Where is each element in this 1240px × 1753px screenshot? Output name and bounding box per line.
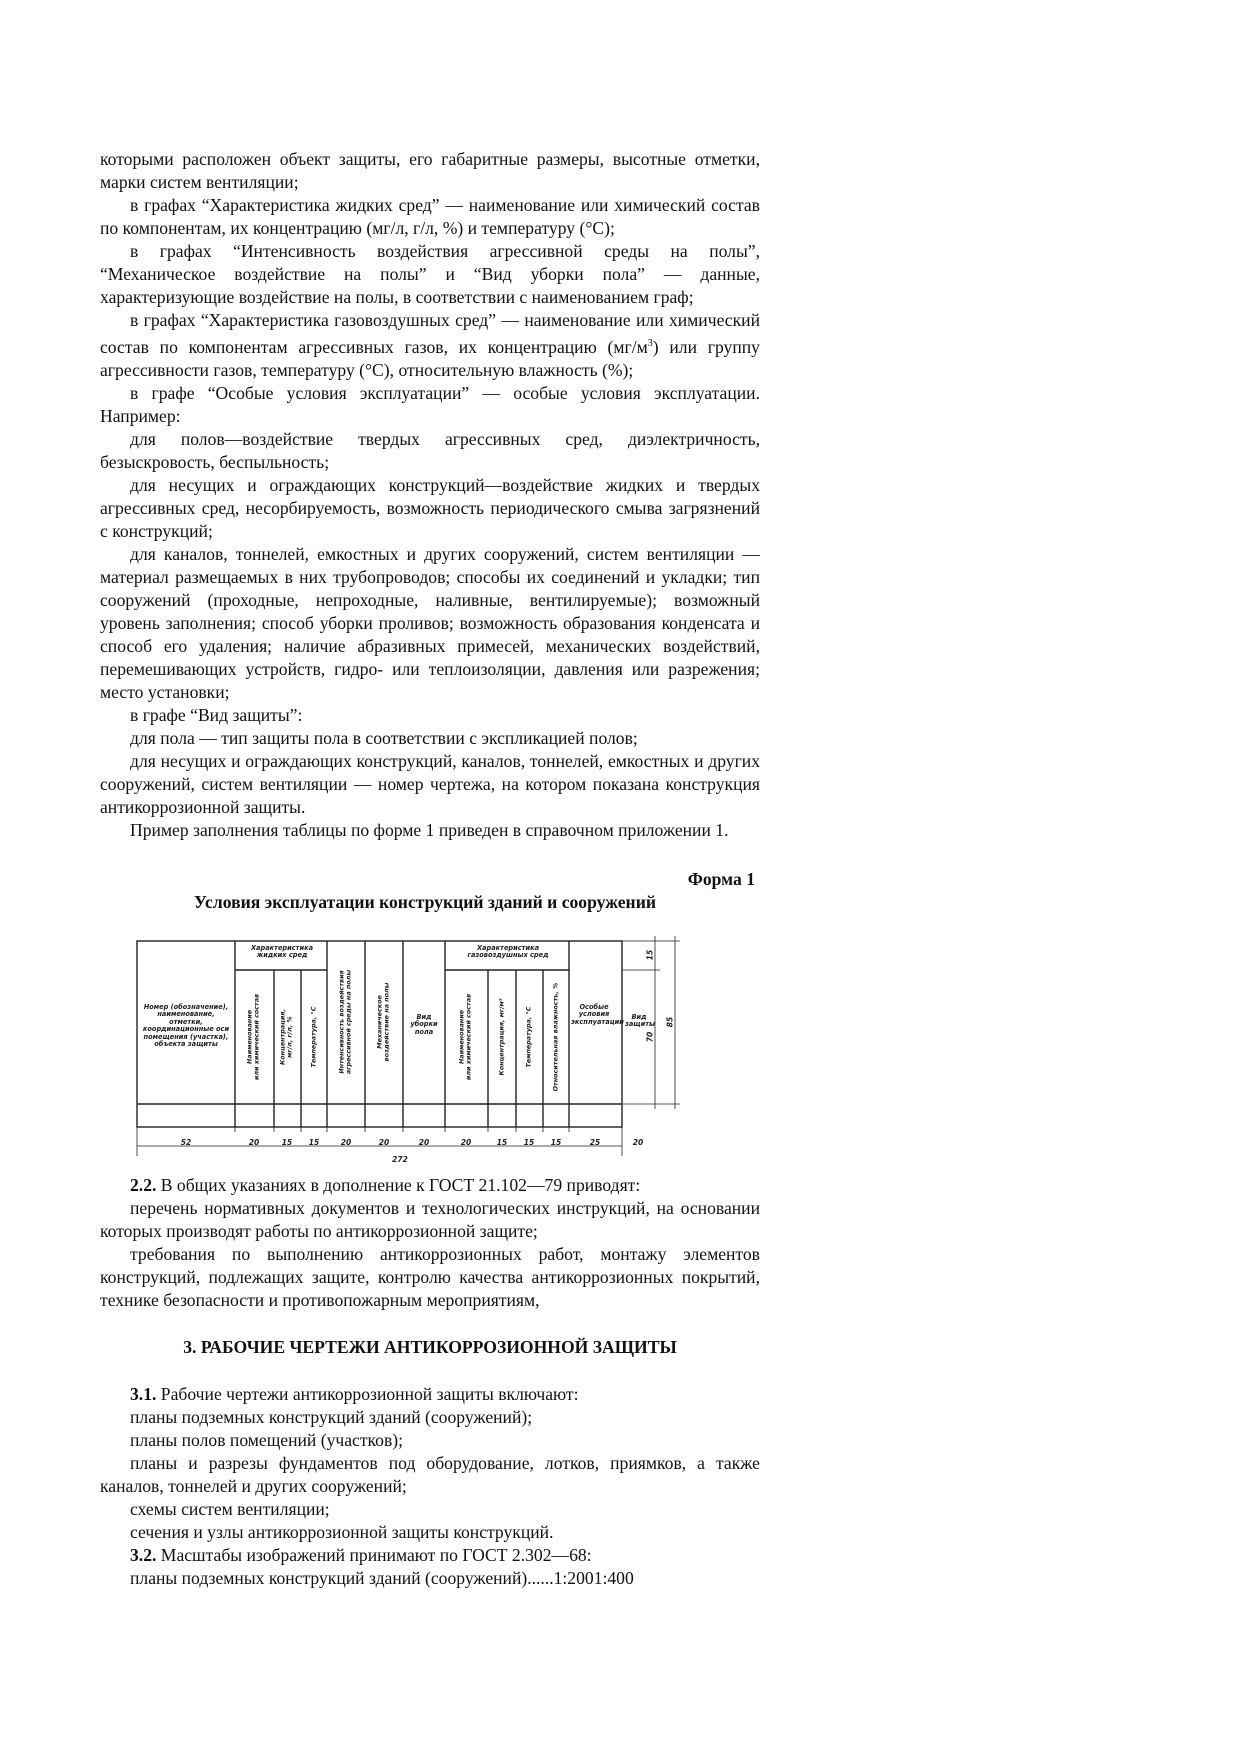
width-total-dim: 272 xyxy=(392,1154,408,1164)
col-protection-header: Вид защиты xyxy=(625,1012,655,1029)
width-dim-6: 20 xyxy=(378,1137,390,1147)
col-mechanical-header: Механическое воздействие на полы xyxy=(375,982,391,1062)
paragraph-3-1 xyxy=(100,1383,760,1406)
paragraph-liquid-media: в графах “Характеристика жидких сред” — наименование или химический состав по компонентам, их концентрацию (мг/л, г/л, %) и температуру (°С); xyxy=(100,195,760,238)
col-cleaning-header: Вид уборки пола xyxy=(410,1012,438,1036)
section-2-2-lead: В общих указаниях в дополнение к ГОСТ 21.102—79 приводят: xyxy=(160,1174,641,1195)
col-intensity-header: Интенсивность воздействия агрессивной среды на полы xyxy=(337,969,353,1074)
paragraph-protection-type: в графе “Вид защиты”: xyxy=(130,704,303,725)
width-dim-7: 20 xyxy=(418,1137,430,1147)
paragraph-floor-impact: в графах “Интенсивность воздействия агрессивной среды на полы”, “Механическое воздействие на полы” и “Вид уборки пола” — данные, характеризующие воздействие на полы, в соответствии с наименованием граф; xyxy=(100,241,760,307)
group-gas-header: Характеристика газовоздушных сред xyxy=(467,943,549,960)
paragraph-2-2-item-1: перечень нормативных документов и технологических инструкций, на основании которых производят работы по антикоррозионной защите; xyxy=(100,1197,760,1241)
paragraph-3-1-item-5: сечения и узлы антикоррозионной защиты конструкций. xyxy=(130,1521,554,1542)
section-number-2-2: 2.2. xyxy=(130,1174,157,1195)
height-body-dim: 70 xyxy=(645,1031,655,1043)
col-gas-temperature-header: Температура, °С xyxy=(524,1006,533,1068)
paragraph-3-1-item-4: схемы систем вентиляции; xyxy=(130,1498,330,1519)
section-3-2-lead: Масштабы изображений принимают по ГОСТ 2.302—68: xyxy=(160,1544,592,1565)
gas-unit-suffix: ) или группу агрессивности газов, температуру (°С), относительную влажность (%); xyxy=(100,336,760,380)
paragraph-special-conditions: в графе “Особые условия эксплуатации” — особые условия эксплуатации. Например: xyxy=(100,382,760,426)
gas-unit-prefix: (мг/м xyxy=(607,336,648,357)
col-special-header: Особые условия эксплуатации xyxy=(571,1002,624,1026)
width-dim-10: 15 xyxy=(523,1137,535,1147)
paragraph-structures-example: для несущих и ограждающих конструкций—воздействие жидких и твердых агрессивных сред, несорбируемость, возможность периодического смыва загрязнений с конструкций; xyxy=(100,474,760,541)
col-liquid-name-header: Наименование или химический состав xyxy=(245,993,261,1080)
paragraph-2-2 xyxy=(100,1174,760,1197)
col-liquid-concentration-header: Концентрация, мг/л, г/л, % xyxy=(278,1008,294,1065)
width-dim-8: 20 xyxy=(460,1137,472,1147)
width-dim-4: 15 xyxy=(308,1137,320,1147)
paragraph-floors-example: для полов—воздействие твердых агрессивных сред, диэлектричность, безыскровость, беспыльность; xyxy=(100,428,760,472)
width-dim-2: 20 xyxy=(248,1137,260,1147)
col-gas-name-header: Наименование или химический состав xyxy=(457,993,473,1080)
document-page xyxy=(100,148,760,1590)
height-total-dim: 85 xyxy=(665,1016,675,1028)
height-top-dim: 15 xyxy=(645,949,655,961)
width-dim-11: 15 xyxy=(550,1137,562,1147)
width-dim-9: 15 xyxy=(496,1137,508,1147)
col-gas-concentration-header: Концентрация, мг/м³ xyxy=(497,998,506,1076)
form-table-drawing xyxy=(135,934,715,1166)
section-number-3-1: 3.1. xyxy=(130,1383,157,1404)
col-liquid-temperature-header: Температура, °С xyxy=(309,1006,318,1068)
width-dim-13: 20 xyxy=(632,1137,644,1147)
section-number-3-2: 3.2. xyxy=(130,1544,157,1565)
gas-media-text: в графах “Характеристика газовоздушных сред” — наименование или химический состав по компонентам агрессивных газов, их концентрацию xyxy=(100,310,760,357)
paragraph-floor-protection: для пола — тип защиты пола в соответствии с экспликацией полов; xyxy=(130,727,638,748)
paragraph-example-reference: Пример заполнения таблицы по форме 1 приведен в справочном приложении 1. xyxy=(130,819,729,840)
paragraph-3-2-item-1: планы подземных конструкций зданий (сооружений)......1:2001:400 xyxy=(130,1567,634,1588)
paragraph-gas-media xyxy=(100,309,760,382)
form-title: Условия эксплуатации конструкций зданий и сооружений xyxy=(194,891,656,912)
paragraph-object-description: которыми расположен объект защиты, его габаритные размеры, высотные отметки, марки систем вентиляции; xyxy=(100,149,760,192)
paragraph-3-1-item-1: планы подземных конструкций зданий (сооружений); xyxy=(130,1406,533,1427)
form-label: Форма 1 xyxy=(687,868,755,889)
gas-unit-sup: 3 xyxy=(647,338,653,349)
paragraph-3-2 xyxy=(100,1544,760,1567)
paragraph-2-2-item-2: требования по выполнению антикоррозионных работ, монтажу элементов конструкций, подлежащих защите, контролю качества антикоррозионных покрытий, технике безопасности и противопожарным мероприятиям, xyxy=(100,1243,760,1310)
paragraph-3-1-item-2: планы полов помещений (участков); xyxy=(130,1429,404,1450)
width-dim-5: 20 xyxy=(340,1137,352,1147)
col-object-header: Номер (обозначение), наименование, отметки, координационные оси помещения (участка), объекта защиты xyxy=(142,1002,230,1049)
paragraph-drawing-number: для несущих и ограждающих конструкций, каналов, тоннелей, емкостных и других сооружений, систем вентиляции — номер чертежа, на котором показана конструкция антикоррозионной защиты. xyxy=(100,750,760,817)
width-dim-12: 25 xyxy=(589,1137,601,1147)
width-dim-3: 15 xyxy=(281,1137,293,1147)
section-3-heading: 3. РАБОЧИЕ ЧЕРТЕЖИ АНТИКОРРОЗИОННОЙ ЗАЩИТЫ xyxy=(183,1336,677,1357)
paragraph-channels-example: для каналов, тоннелей, емкостных и других сооружений, систем вентиляции — материал размещаемых в них трубопроводов; способы их соединений и укладки; тип сооружений (проходные, непроходные, наливные, вентилируемые); возможный уровень заполнения; способ уборки проливов; возможность образования конденсата и способ его удаления; наличие абразивных примесей, механических воздействий, перемешивающих устройств, гидро- или теплоизоляции, давления или разрежения; место установки; xyxy=(100,543,760,702)
paragraph-3-1-item-3: планы и разрезы фундаментов под оборудование, лотков, приямков, а также каналов, тоннелей и других сооружений; xyxy=(100,1452,760,1496)
width-dim-1: 52 xyxy=(180,1137,192,1147)
col-gas-humidity-header: Относительная влажность, % xyxy=(551,982,560,1092)
group-liquid-header: Характеристика жидких сред xyxy=(250,943,314,960)
section-3-1-lead: Рабочие чертежи антикоррозионной защиты включают: xyxy=(160,1383,579,1404)
